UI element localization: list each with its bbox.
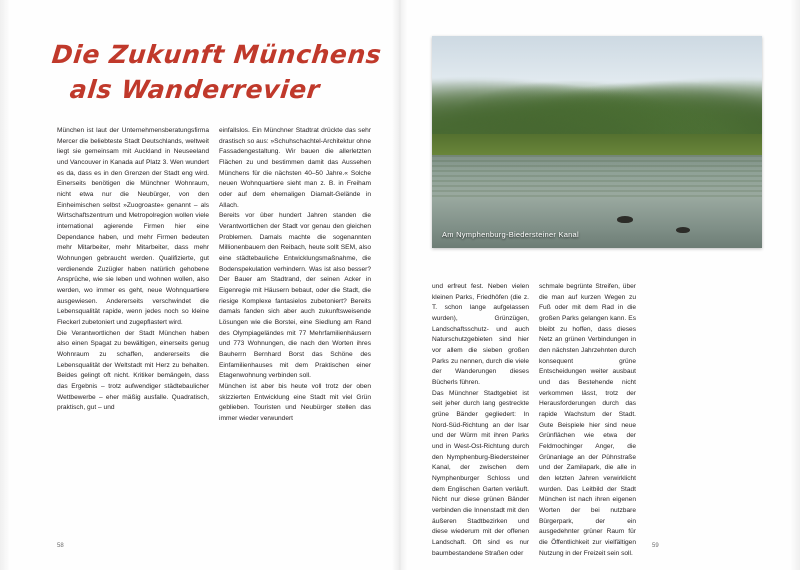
body-column-2: einfallslos. Ein Münchner Stadtrat drückte das sehr drastisch so aus: »Schuhschachtel-Architektur ohne Fassadengestaltung. Wir bauen die allerletzten Flächen zu und bestimmen damit das Aussehen Münchens für die nächsten 40–50 Jahre.« Solche neuen Wohnquartiere sieht man z. B. in Freiham oder auf dem ehemaligen Diamalt-Gelände in Allach. Bereits vor über hundert Jahren standen die Verantwortlichen der Stadt vor genau den gleichen Problemen. Damals machte die sogenannten Millionenbauern den Reibach, heute sollt SEM, also eine städtebauliche Entwicklungsmaßnahme, die Bodenspekulation verhindern. Was ist also besser? Der Bauer am Stadtrand, der seinen Acker in Eigenregie mit Häusern bebaut, oder die Stadt, die riesige Komplexe fantasielos zubetoniert? Bereits damals fanden sich aber auch zukunftsweisende Lösungen wie die Borstei, eine Siedlung am Rand des Olympiageländes mit 77 Mehrfamilienhäusern und 773 Wohnungen, die nach den Worten ihres Bauherrn Bernhard Borst das Schöne des Einfamilienhauses mit dem Praktischen einer Etagenwohnung verbinden soll. München ist aber bis heute voll trotz der oben skizzierten Entwicklung eine Stadt mit viel Grün geblieben. Touristen und Neubürger stellen das immer wieder verwundert [219, 127, 371, 423]
body-column-4: schmale begrünte Streifen, über die man auf kurzen Wegen zu Fuß oder mit dem Rad in die großen Parks gelangen kann. Es bleibt zu hoffen, dass dieses Netz an grünen Verbindungen in den nächsten Jahrzehnten durch konsequent grüne Entscheidungen weiter ausbaut und das Bestehende nicht verkommen lässt, trotz der Herausforderungen durch das rapide Wachstum der Stadt. Gute Beispiele hier sind neue Grünflächen wie etwa der Feldmochinger Anger, die Grünanlage an der Pühnstraße und der Zamilapark, die alle in den letzten Jahren verwirklicht wurden. Das Leitbild der Stadt München ist nach ihren eigenen Worten der bei nutzbare Bürgerpark, der ein ausgedehnter grüner Raum für die Öffentlichkeit zur vielfältigen Nutzung in der Freizeit sein soll. [539, 283, 636, 557]
body-column-1: München ist laut der Unternehmensberatungsfirma Mercer die beliebteste Stadt Deutschlands, weltweit liegt sie gemeinsam mit Auckland in Neuseeland und Vancouver in Kanada auf Platz 3. Wen wundert es da, dass es in den Grenzen der Stadt eng wird. Einerseits benötigen die Münchner Wohnraum, nicht etwa nur die Neubürger, von den Einheimischen selbst »Zuogroaste« genannt – als Wirtschaftszentrum und Metropolregion wollen viele international agierende Firmen hier eine Dependance haben, und mehr Firmen bedeuten mehr Mitarbeiter, mehr Mitarbeiter, dass mehr Wohnungen gebraucht werden. Qualifizierte, gut verdienende Zuzügler haben natürlich gehobene Ansprüche, wie sie leben und wohnen wollen, also werden, wo immer es geht, neue Wohnquartiere ausgewiesen. Andererseits verschwindet die Lebensqualität rapide, wenn jedes noch so kleine Fleckerl zubetoniert und zugepflastert wird. Die Verantwortlichen der Stadt München haben also einen Spagat zu bewältigen, einerseits genug Wohnraum zu schaffen, andererseits die Lebensqualität der Weltstadt mit Herz zu behalten. Beides gelingt oft nicht. Kritiker bemängeln, dass das Ergebnis – trotz aufwendiger städtebaulicher Wettbewerbe – eher mäßig ausfalle. Quadratisch, praktisch, gut – und [57, 127, 209, 412]
photo-caption: Am Nymphenburg-Biedersteiner Kanal [442, 230, 579, 239]
page-number-right: 59 [652, 543, 659, 549]
photo-treeline-front [432, 70, 762, 142]
duck-icon [617, 216, 633, 223]
body-column-3: und erfreut fest. Neben vielen kleinen Parks, Friedhöfen (die z. T. schon lange aufgelassen wurden), Grünzügen, Landschaftsschutz- und auch Naturschutzgebieten sind hier vor allem die sieben großen Parks zu nennen, durch die viele der Wanderungen dieses Bücherls führen. Das Münchner Stadtgebiet ist seit jeher durch lang gestreckte grüne Bänder gegliedert: In Nord-Süd-Richtung an der Isar und der Würm mit ihren Parks und in West-Ost-Richtung durch den Nymphenburg-Biedersteiner Kanal, der zwischen dem Nymphenburger Schloss und dem Englischen Garten verläuft. Nicht nur diese grünen Bänder verbinden die Innenstadt mit den äußeren Stadtbezirken und diese wiederum mit der offenen Landschaft. Oft sind es nur baumbestandene Straßen oder [432, 283, 529, 557]
page-number-left: 58 [57, 543, 64, 549]
canal-photograph [432, 36, 762, 248]
duck-icon [676, 227, 690, 233]
title-line-2: als Wanderrevier [68, 74, 322, 104]
page-title [52, 38, 382, 107]
photo-water-reflection [432, 155, 762, 197]
title-line-1: Die Zukunft Münchens [50, 40, 383, 69]
